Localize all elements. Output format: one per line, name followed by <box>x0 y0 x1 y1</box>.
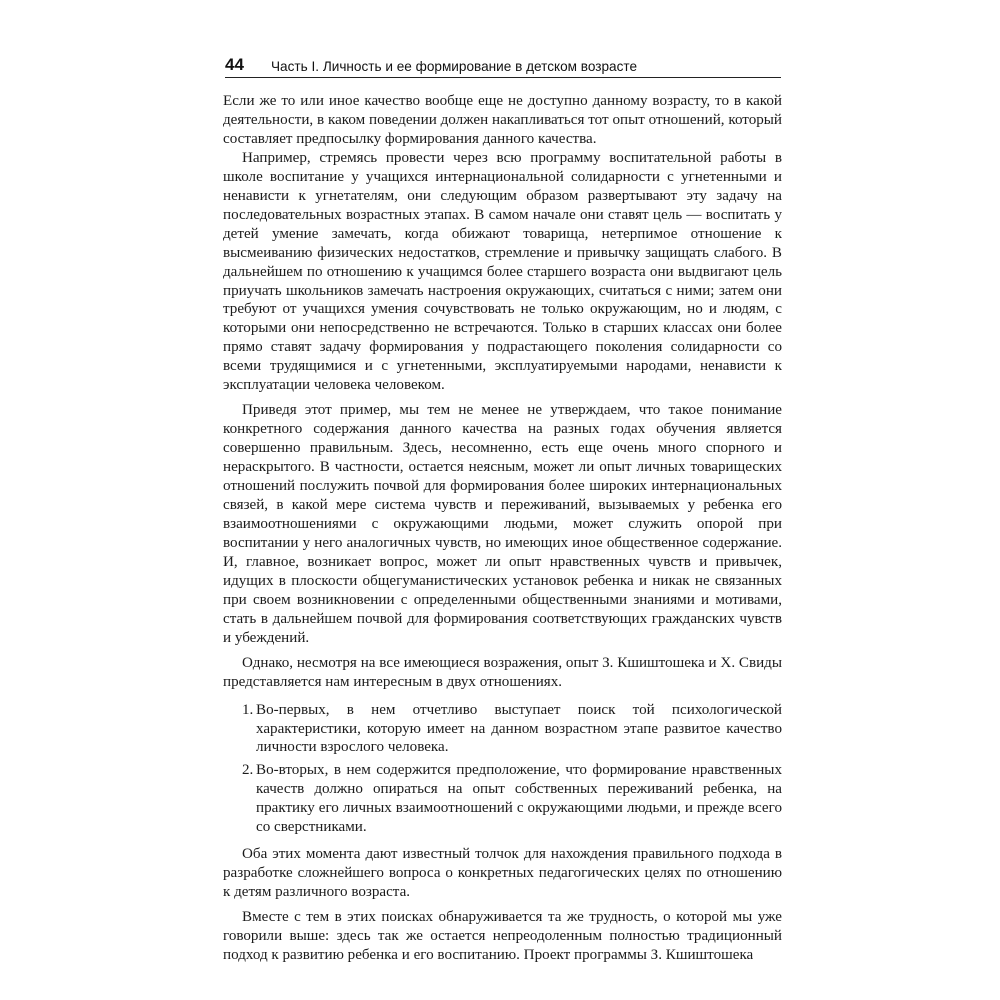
paragraph: Если же то или иное качество вообще еще не доступно данному возрасту, то в какой деятельности, в каком поведении должен накапливаться тот опыт отношений, который составляет предпосылку формирования данного качества. <box>223 93 782 147</box>
numbered-list <box>223 701 782 838</box>
running-head: Часть I. Личность и ее формирование в детском возрасте <box>271 59 638 74</box>
list-item-text: Во-вторых, в нем содержится предположение, что формирование нравственных качеств должно опираться на опыт собственных переживаний ребенка, на практику его личных взаимоотношений с окружающими людьми, и прежде всего со сверстниками. <box>256 762 782 836</box>
paragraph: Однако, несмотря на все имеющиеся возражения, опыт З. Кшиштошека и Х. Свиды представляется нам интересным в двух отношениях. <box>223 654 782 690</box>
list-item-number: 2. <box>242 762 254 779</box>
list-item-number: 1. <box>242 701 254 718</box>
list-item <box>223 701 782 758</box>
page-header <box>225 55 781 78</box>
list-item-text: Во-первых, в нем отчетливо выступает поиск той психологической характеристики, которую имеет на данном возрастном этапе развитое качество личности взрослого человека. <box>256 701 782 756</box>
paragraph: Вместе с тем в этих поисках обнаруживается та же трудность, о которой мы уже говорили выше: здесь так же остается непреодоленным полностью традиционный подход к развитию ребенка и его воспитанию. Проект программы З. Кшиштошека <box>223 909 782 963</box>
list-item <box>223 761 782 837</box>
paragraph: Оба этих момента дают известный толчок для нахождения правильного подхода в разработке сложнейшего вопроса о конкретных педагогических целях по отношению к детям различного возраста. <box>223 846 782 901</box>
page-number: 44 <box>225 55 244 74</box>
paragraph: Приведя этот пример, мы тем не менее не утверждаем, что такое понимание конкретного содержания данного качества на разных годах обучения является совершенно правильным. Здесь, несомненно, есть еще очень много спорного и нераскрытого. В частности, остается неясным, может ли опыт личных товарищеских отношений послужить почвой для формирования более широких интернациональных связей, в какой мере система чувств и переживаний, вызываемых у ребенка его взаимоотношениями с окружающими людьми, может служить опорой при воспитании у него аналогичных чувств, но имеющих иное общественное содержание. И, главное, возникает вопрос, может ли опыт нравственных чувств и привычек, идущих в плоскости общегуманистических установок ребенка и никак не связанных при своем возникновении с определенными общественными знаниями и мотивами, стать в дальнейшем почвой для формирования соответствующих гражданских чувств и убеждений. <box>223 402 782 646</box>
paragraph: Например, стремясь провести через всю программу воспитательной работы в школе воспитание у учащихся интернациональной солидарности с угнетенными и ненависти к угнетателям, они следующим образом развертывают эту задачу на последовательных возрастных этапах. В самом начале они ставят цель — воспитать у детей умение замечать, когда обижают товарища, нетерпимое отношение к высмеиванию физических недостатков, стремление и привычку защищать слабого. В дальнейшем по отношению к учащимся более старшего возраста они выдвигают цель приучать школьников замечать настроения окружающих, считаться с ними; затем они требуют от учащихся умения сочувствовать не только окружающим, но и людям, с которыми они непосредственно не встречаются. Только в старших классах они более прямо ставят задачу формирования у подрастающего поколения солидарности со всеми трудящимися и с угнетенными, эксплуатируемыми народами, ненависти к эксплуатации человека человеком. <box>223 149 782 394</box>
body-text <box>223 92 782 965</box>
